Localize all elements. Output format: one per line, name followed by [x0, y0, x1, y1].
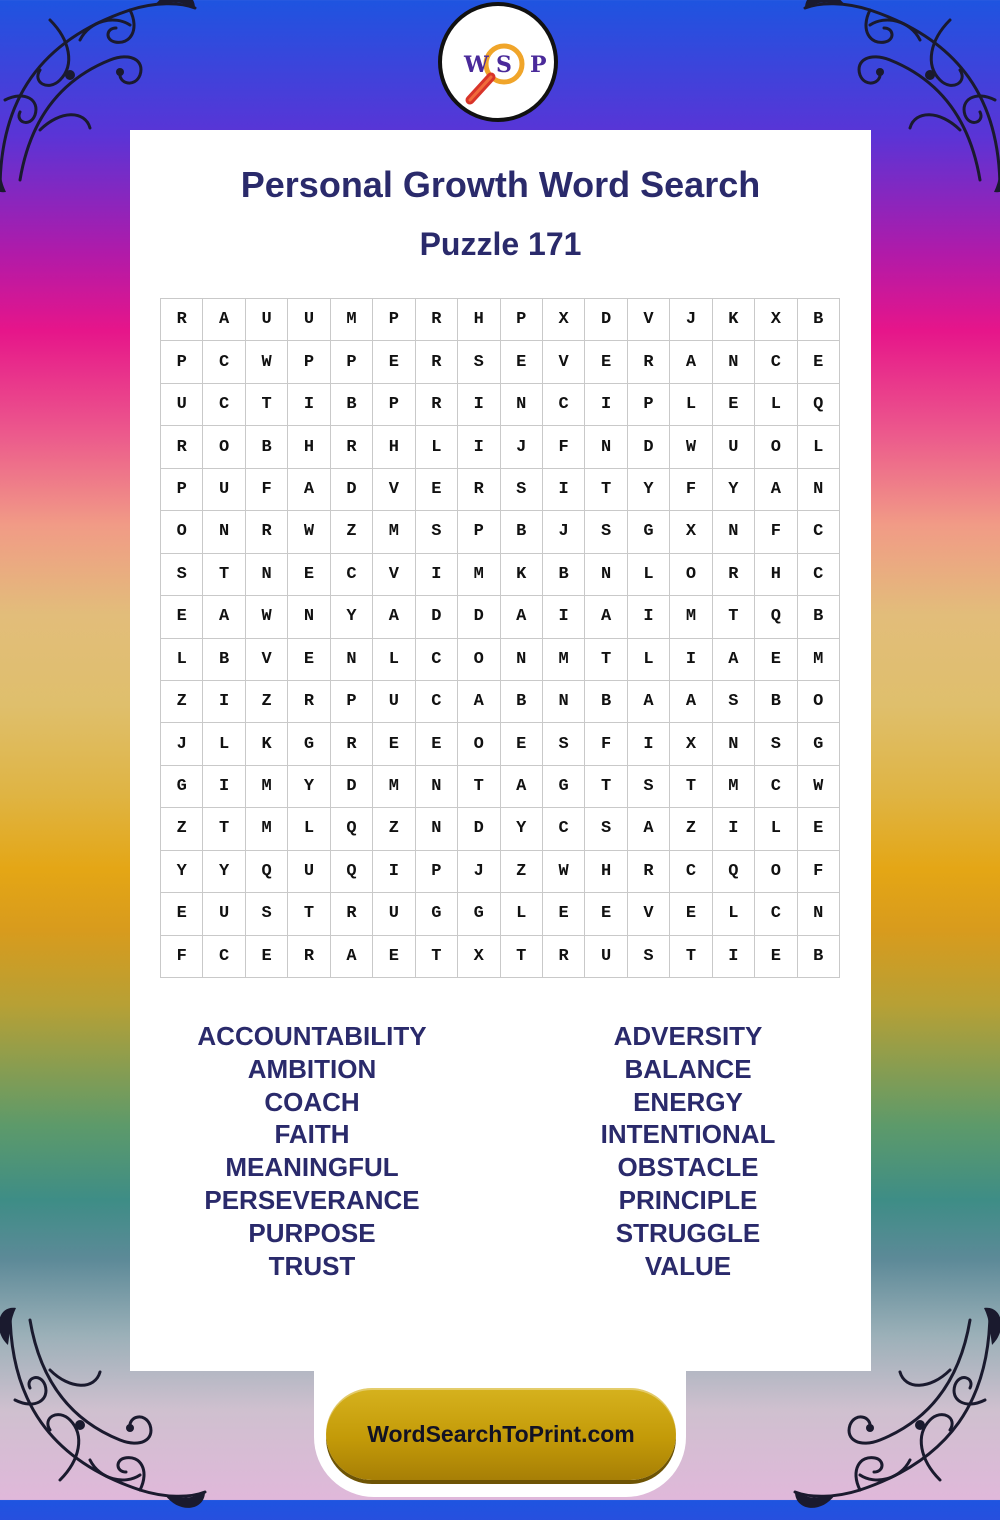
grid-cell[interactable]: J: [543, 511, 585, 553]
word-list-right: [501, 1020, 875, 1282]
word-list-item: PRINCIPLE: [618, 1184, 758, 1215]
grid-cell[interactable]: B: [543, 554, 585, 596]
grid-cell[interactable]: P: [288, 341, 330, 383]
grid-cell[interactable]: D: [331, 766, 373, 808]
grid-cell[interactable]: E: [713, 384, 755, 426]
grid-cell[interactable]: D: [458, 808, 500, 850]
grid-cell[interactable]: E: [416, 723, 458, 765]
grid-cell[interactable]: L: [755, 808, 797, 850]
grid-cell[interactable]: S: [161, 554, 203, 596]
word-list-item: BALANCE: [624, 1053, 752, 1084]
grid-cell[interactable]: Z: [373, 808, 415, 850]
grid-cell[interactable]: E: [755, 639, 797, 681]
grid-cell[interactable]: M: [373, 511, 415, 553]
grid-cell[interactable]: N: [713, 723, 755, 765]
grid-cell[interactable]: P: [331, 681, 373, 723]
grid-cell[interactable]: S: [458, 341, 500, 383]
grid-cell[interactable]: N: [331, 639, 373, 681]
grid-cell[interactable]: Z: [246, 681, 288, 723]
grid-cell[interactable]: W: [798, 766, 840, 808]
grid-cell[interactable]: M: [458, 554, 500, 596]
grid-cell[interactable]: Q: [755, 596, 797, 638]
grid-cell[interactable]: R: [628, 851, 670, 893]
grid-cell[interactable]: I: [585, 384, 627, 426]
grid-cell[interactable]: D: [585, 299, 627, 341]
grid-cell[interactable]: K: [713, 299, 755, 341]
page-title: Personal Growth Word Search: [240, 164, 761, 205]
grid-cell[interactable]: A: [670, 681, 712, 723]
grid-cell[interactable]: U: [203, 469, 245, 511]
grid-cell[interactable]: N: [713, 511, 755, 553]
grid-cell[interactable]: G: [543, 766, 585, 808]
grid-cell[interactable]: P: [628, 384, 670, 426]
grid-cell[interactable]: N: [501, 639, 543, 681]
grid-cell[interactable]: I: [628, 596, 670, 638]
grid-cell[interactable]: B: [501, 681, 543, 723]
grid-cell[interactable]: V: [246, 639, 288, 681]
logo-letter: W: [464, 52, 489, 78]
grid-cell[interactable]: G: [798, 723, 840, 765]
grid-cell[interactable]: R: [331, 723, 373, 765]
grid-cell[interactable]: K: [246, 723, 288, 765]
grid-cell[interactable]: B: [246, 426, 288, 468]
grid-cell[interactable]: K: [501, 554, 543, 596]
word-list-item: OBSTACLE: [617, 1152, 759, 1183]
grid-cell[interactable]: U: [585, 936, 627, 978]
grid-cell[interactable]: R: [161, 426, 203, 468]
grid-cell[interactable]: R: [416, 341, 458, 383]
grid-cell[interactable]: C: [670, 851, 712, 893]
grid-cell[interactable]: I: [543, 596, 585, 638]
grid-cell[interactable]: G: [161, 766, 203, 808]
grid-cell[interactable]: L: [798, 426, 840, 468]
grid-cell[interactable]: D: [458, 596, 500, 638]
grid-cell[interactable]: L: [203, 723, 245, 765]
word-list-item: ACCOUNTABILITY: [197, 1021, 427, 1051]
grid-cell[interactable]: R: [288, 936, 330, 978]
word-list-item: MEANINGFUL: [225, 1152, 399, 1183]
grid-cell[interactable]: U: [713, 426, 755, 468]
grid-cell[interactable]: M: [713, 766, 755, 808]
grid-cell[interactable]: M: [543, 639, 585, 681]
grid-cell[interactable]: E: [373, 936, 415, 978]
grid-cell[interactable]: B: [798, 936, 840, 978]
grid-cell[interactable]: D: [628, 426, 670, 468]
grid-cell[interactable]: E: [798, 341, 840, 383]
logo-letter: S: [496, 52, 512, 78]
grid-cell[interactable]: G: [458, 893, 500, 935]
grid-cell[interactable]: Q: [246, 851, 288, 893]
grid-cell[interactable]: S: [628, 936, 670, 978]
grid-cell[interactable]: I: [458, 426, 500, 468]
grid-cell[interactable]: B: [798, 596, 840, 638]
grid-cell[interactable]: P: [501, 299, 543, 341]
puzzle-number: Puzzle 171: [419, 226, 582, 262]
grid-cell[interactable]: L: [628, 639, 670, 681]
grid-cell[interactable]: S: [755, 723, 797, 765]
grid-cell[interactable]: V: [543, 341, 585, 383]
grid-cell[interactable]: C: [543, 808, 585, 850]
grid-cell[interactable]: R: [713, 554, 755, 596]
grid-cell[interactable]: N: [416, 808, 458, 850]
grid-cell[interactable]: A: [501, 596, 543, 638]
grid-cell[interactable]: L: [416, 426, 458, 468]
grid-cell[interactable]: V: [373, 469, 415, 511]
grid-cell[interactable]: T: [501, 936, 543, 978]
grid-cell[interactable]: U: [203, 893, 245, 935]
grid-cell[interactable]: G: [628, 511, 670, 553]
grid-cell[interactable]: W: [288, 511, 330, 553]
grid-cell[interactable]: U: [161, 384, 203, 426]
grid-cell[interactable]: T: [203, 808, 245, 850]
grid-cell[interactable]: A: [628, 681, 670, 723]
grid-cell[interactable]: I: [203, 766, 245, 808]
word-list-item: TRUST: [268, 1250, 356, 1281]
grid-cell[interactable]: R: [246, 511, 288, 553]
grid-cell[interactable]: N: [713, 341, 755, 383]
grid-cell[interactable]: Q: [798, 384, 840, 426]
word-list-item: COACH: [264, 1086, 360, 1117]
grid-cell[interactable]: C: [543, 384, 585, 426]
grid-cell[interactable]: Z: [161, 681, 203, 723]
grid-cell[interactable]: X: [670, 723, 712, 765]
grid-cell[interactable]: Y: [501, 808, 543, 850]
grid-cell[interactable]: B: [755, 681, 797, 723]
grid-cell[interactable]: E: [373, 723, 415, 765]
grid-cell[interactable]: S: [585, 808, 627, 850]
grid-cell[interactable]: U: [288, 851, 330, 893]
grid-cell[interactable]: N: [585, 554, 627, 596]
grid-cell[interactable]: I: [458, 384, 500, 426]
grid-cell[interactable]: V: [628, 893, 670, 935]
grid-cell[interactable]: B: [203, 639, 245, 681]
grid-cell[interactable]: G: [416, 893, 458, 935]
grid-cell[interactable]: N: [246, 554, 288, 596]
grid-cell[interactable]: N: [203, 511, 245, 553]
word-list-item: VALUE: [644, 1250, 732, 1281]
grid-cell[interactable]: I: [670, 639, 712, 681]
grid-cell[interactable]: D: [416, 596, 458, 638]
word-list-item: FAITH: [274, 1119, 350, 1150]
grid-cell[interactable]: L: [288, 808, 330, 850]
grid-cell[interactable]: E: [798, 808, 840, 850]
grid-cell[interactable]: Z: [670, 808, 712, 850]
grid-cell[interactable]: B: [585, 681, 627, 723]
grid-cell[interactable]: W: [246, 341, 288, 383]
grid-cell[interactable]: T: [203, 554, 245, 596]
grid-cell[interactable]: A: [373, 596, 415, 638]
grid-cell[interactable]: T: [670, 936, 712, 978]
grid-cell[interactable]: X: [458, 936, 500, 978]
grid-cell[interactable]: A: [713, 639, 755, 681]
grid-cell[interactable]: E: [161, 596, 203, 638]
grid-cell[interactable]: T: [670, 766, 712, 808]
grid-cell[interactable]: V: [373, 554, 415, 596]
grid-cell[interactable]: A: [755, 469, 797, 511]
grid-cell[interactable]: A: [501, 766, 543, 808]
grid-cell[interactable]: T: [416, 936, 458, 978]
grid-cell[interactable]: A: [628, 808, 670, 850]
grid-cell[interactable]: O: [670, 554, 712, 596]
word-list-item: PURPOSE: [248, 1217, 376, 1248]
grid-cell[interactable]: Q: [331, 808, 373, 850]
grid-cell[interactable]: M: [246, 766, 288, 808]
grid-cell[interactable]: P: [416, 851, 458, 893]
grid-cell[interactable]: E: [416, 469, 458, 511]
grid-cell[interactable]: B: [501, 511, 543, 553]
grid-cell[interactable]: G: [288, 723, 330, 765]
grid-cell[interactable]: R: [288, 681, 330, 723]
word-list-left: [130, 1020, 494, 1282]
grid-cell[interactable]: H: [755, 554, 797, 596]
grid-cell[interactable]: Y: [288, 766, 330, 808]
grid-cell[interactable]: D: [331, 469, 373, 511]
grid-cell[interactable]: O: [458, 723, 500, 765]
grid-cell[interactable]: I: [288, 384, 330, 426]
grid-cell[interactable]: E: [246, 936, 288, 978]
grid-cell[interactable]: F: [670, 469, 712, 511]
grid-cell[interactable]: M: [246, 808, 288, 850]
grid-cell[interactable]: J: [161, 723, 203, 765]
grid-cell[interactable]: M: [331, 299, 373, 341]
grid-cell[interactable]: N: [543, 681, 585, 723]
grid-cell[interactable]: S: [416, 511, 458, 553]
grid-cell[interactable]: I: [713, 808, 755, 850]
grid-cell[interactable]: T: [246, 384, 288, 426]
grid-cell[interactable]: E: [501, 341, 543, 383]
grid-cell[interactable]: I: [416, 554, 458, 596]
grid-cell[interactable]: J: [501, 426, 543, 468]
grid-cell[interactable]: N: [585, 426, 627, 468]
grid-cell[interactable]: W: [543, 851, 585, 893]
puzzle-card: [130, 130, 871, 1371]
grid-cell[interactable]: F: [755, 511, 797, 553]
grid-cell[interactable]: O: [755, 426, 797, 468]
grid-cell[interactable]: O: [203, 426, 245, 468]
grid-cell[interactable]: R: [161, 299, 203, 341]
grid-cell[interactable]: E: [543, 893, 585, 935]
grid-cell[interactable]: F: [585, 723, 627, 765]
grid-cell[interactable]: T: [458, 766, 500, 808]
grid-cell[interactable]: R: [331, 893, 373, 935]
grid-cell[interactable]: T: [585, 469, 627, 511]
grid-cell[interactable]: S: [543, 723, 585, 765]
letter-grid[interactable]: [160, 298, 840, 978]
grid-cell[interactable]: A: [585, 596, 627, 638]
grid-cell[interactable]: R: [458, 469, 500, 511]
grid-cell[interactable]: T: [713, 596, 755, 638]
grid-cell[interactable]: I: [203, 681, 245, 723]
grid-cell[interactable]: I: [543, 469, 585, 511]
grid-cell[interactable]: M: [670, 596, 712, 638]
grid-cell[interactable]: E: [585, 341, 627, 383]
grid-cell[interactable]: H: [458, 299, 500, 341]
grid-cell[interactable]: Y: [628, 469, 670, 511]
grid-cell[interactable]: C: [755, 893, 797, 935]
grid-cell[interactable]: P: [161, 341, 203, 383]
grid-cell[interactable]: L: [755, 384, 797, 426]
grid-cell[interactable]: C: [798, 511, 840, 553]
grid-cell[interactable]: L: [670, 384, 712, 426]
grid-cell[interactable]: R: [416, 384, 458, 426]
grid-cell[interactable]: W: [670, 426, 712, 468]
grid-cell[interactable]: R: [628, 341, 670, 383]
grid-cell[interactable]: C: [798, 554, 840, 596]
grid-cell[interactable]: O: [755, 851, 797, 893]
grid-cell[interactable]: P: [161, 469, 203, 511]
grid-cell[interactable]: X: [670, 511, 712, 553]
grid-cell[interactable]: O: [798, 681, 840, 723]
grid-cell[interactable]: L: [161, 639, 203, 681]
grid-cell[interactable]: Q: [713, 851, 755, 893]
grid-cell[interactable]: L: [373, 639, 415, 681]
grid-cell[interactable]: T: [585, 766, 627, 808]
grid-cell[interactable]: C: [331, 554, 373, 596]
grid-cell[interactable]: S: [628, 766, 670, 808]
grid-cell[interactable]: O: [161, 511, 203, 553]
grid-cell[interactable]: I: [713, 936, 755, 978]
grid-cell[interactable]: N: [416, 766, 458, 808]
grid-cell[interactable]: N: [798, 469, 840, 511]
grid-cell[interactable]: Q: [331, 851, 373, 893]
grid-cell[interactable]: I: [628, 723, 670, 765]
grid-cell[interactable]: E: [670, 893, 712, 935]
grid-cell[interactable]: L: [713, 893, 755, 935]
grid-cell[interactable]: Y: [331, 596, 373, 638]
grid-cell[interactable]: C: [755, 341, 797, 383]
grid-cell[interactable]: Z: [331, 511, 373, 553]
grid-cell[interactable]: F: [798, 851, 840, 893]
grid-cell[interactable]: U: [373, 893, 415, 935]
grid-cell[interactable]: S: [713, 681, 755, 723]
grid-cell[interactable]: X: [755, 299, 797, 341]
grid-cell[interactable]: C: [755, 766, 797, 808]
grid-cell[interactable]: H: [288, 426, 330, 468]
grid-cell[interactable]: E: [755, 936, 797, 978]
grid-cell[interactable]: U: [288, 299, 330, 341]
grid-cell[interactable]: L: [628, 554, 670, 596]
grid-cell[interactable]: E: [288, 554, 330, 596]
grid-cell[interactable]: R: [331, 426, 373, 468]
word-list-item: ENERGY: [633, 1086, 743, 1117]
website-link-button[interactable]: WordSearchToPrint.com: [326, 1388, 676, 1480]
word-list-item: PERSEVERANCE: [204, 1184, 420, 1215]
grid-cell[interactable]: T: [288, 893, 330, 935]
grid-cell[interactable]: N: [501, 384, 543, 426]
grid-cell[interactable]: U: [246, 299, 288, 341]
grid-cell[interactable]: E: [501, 723, 543, 765]
grid-cell[interactable]: M: [798, 639, 840, 681]
grid-cell[interactable]: C: [203, 384, 245, 426]
grid-cell[interactable]: B: [331, 384, 373, 426]
grid-cell[interactable]: A: [331, 936, 373, 978]
grid-cell[interactable]: X: [543, 299, 585, 341]
grid-cell[interactable]: L: [501, 893, 543, 935]
word-list-item: AMBITION: [247, 1053, 377, 1084]
grid-cell[interactable]: W: [246, 596, 288, 638]
grid-cell[interactable]: F: [543, 426, 585, 468]
grid-cell[interactable]: Y: [203, 851, 245, 893]
grid-cell[interactable]: O: [458, 639, 500, 681]
grid-cell[interactable]: A: [670, 341, 712, 383]
grid-cell[interactable]: P: [373, 384, 415, 426]
grid-cell[interactable]: E: [161, 893, 203, 935]
grid-cell[interactable]: C: [203, 341, 245, 383]
grid-cell[interactable]: S: [501, 469, 543, 511]
grid-cell[interactable]: J: [458, 851, 500, 893]
grid-cell[interactable]: Z: [161, 808, 203, 850]
grid-cell[interactable]: S: [585, 511, 627, 553]
word-list-item: INTENTIONAL: [600, 1119, 776, 1150]
grid-cell[interactable]: V: [628, 299, 670, 341]
grid-cell[interactable]: F: [161, 936, 203, 978]
grid-cell[interactable]: I: [373, 851, 415, 893]
grid-cell[interactable]: P: [331, 341, 373, 383]
site-logo[interactable]: [438, 2, 558, 122]
grid-cell[interactable]: R: [416, 299, 458, 341]
grid-cell[interactable]: A: [203, 596, 245, 638]
grid-cell[interactable]: Z: [501, 851, 543, 893]
grid-cell[interactable]: C: [416, 639, 458, 681]
grid-cell[interactable]: A: [458, 681, 500, 723]
grid-cell[interactable]: J: [670, 299, 712, 341]
grid-cell[interactable]: P: [458, 511, 500, 553]
magnifier-icon: [442, 6, 554, 118]
grid-cell[interactable]: B: [798, 299, 840, 341]
grid-cell[interactable]: E: [288, 639, 330, 681]
grid-cell[interactable]: P: [373, 299, 415, 341]
grid-cell[interactable]: Y: [161, 851, 203, 893]
grid-cell[interactable]: E: [585, 893, 627, 935]
word-list-item: STRUGGLE: [615, 1217, 761, 1248]
grid-cell[interactable]: E: [373, 341, 415, 383]
grid-cell[interactable]: Y: [713, 469, 755, 511]
grid-cell[interactable]: A: [203, 299, 245, 341]
grid-cell[interactable]: T: [585, 639, 627, 681]
grid-cell[interactable]: N: [288, 596, 330, 638]
grid-cell[interactable]: M: [373, 766, 415, 808]
word-list-item: ADVERSITY: [613, 1021, 763, 1051]
grid-cell[interactable]: N: [798, 893, 840, 935]
grid-cell[interactable]: H: [585, 851, 627, 893]
grid-cell[interactable]: S: [246, 893, 288, 935]
grid-cell[interactable]: R: [543, 936, 585, 978]
grid-cell[interactable]: F: [246, 469, 288, 511]
grid-cell[interactable]: A: [288, 469, 330, 511]
logo-letter: P: [530, 52, 547, 78]
grid-cell[interactable]: C: [416, 681, 458, 723]
grid-cell[interactable]: U: [373, 681, 415, 723]
grid-cell[interactable]: H: [373, 426, 415, 468]
grid-cell[interactable]: C: [203, 936, 245, 978]
